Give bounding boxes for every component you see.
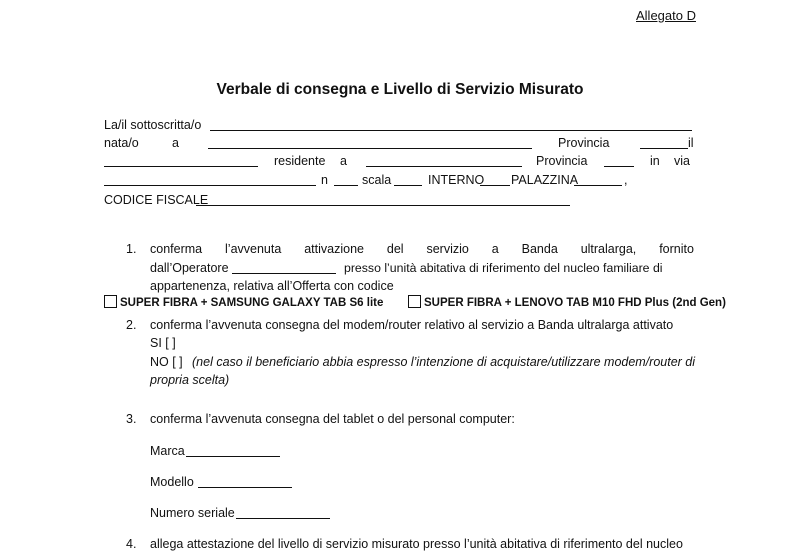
option-samsung-label: SUPER FIBRA + SAMSUNG GALAXY TAB S6 lite <box>120 297 384 309</box>
codice-fiscale-field[interactable] <box>196 205 570 206</box>
document-title: Verbale di consegna e Livello di Servizio Misurato <box>216 81 584 98</box>
residence-provincia-field[interactable] <box>604 166 634 167</box>
via-label: via <box>674 154 690 168</box>
residence-provincia-label: Provincia <box>536 154 588 168</box>
codice-fiscale-label: CODICE FISCALE <box>104 193 209 207</box>
seriale-label: Numero seriale <box>150 506 235 520</box>
birthplace-a-label: a <box>172 136 179 150</box>
item-1-line-2: presso l’unità abitativa di riferimento del nucleo familiare di <box>344 261 663 275</box>
operatore-field[interactable] <box>232 273 336 274</box>
palazzina-label: PALAZZINA <box>511 173 579 187</box>
item-2-text: conferma l’avvenuta consegna del modem/router relativo al servizio a Banda ultralarga attivato <box>150 318 674 332</box>
word: l’avvenuta <box>225 242 282 256</box>
no-option[interactable]: NO [ ] <box>150 355 183 369</box>
name-field[interactable] <box>210 130 692 131</box>
no-note-line-1: (nel caso il beneficiario abbia espresso l’intenzione di acquistare/utilizzare modem/router di <box>192 355 696 369</box>
street-field[interactable] <box>104 185 316 186</box>
birth-provincia-field[interactable] <box>640 148 688 149</box>
birthplace-field[interactable] <box>208 148 532 149</box>
birth-provincia-label: Provincia <box>558 136 610 150</box>
scala-label: scala <box>362 173 392 187</box>
item-3-number: 3. <box>126 412 137 426</box>
word: del <box>386 242 404 256</box>
si-option[interactable]: SI [ ] <box>150 336 176 350</box>
item-2-number: 2. <box>126 318 137 332</box>
item-1-line-3: appartenenza, relativa all’Offerta con codice <box>150 279 394 293</box>
nata-label: nata/o <box>104 136 139 150</box>
word: attivazione <box>304 242 364 256</box>
allegato-label: Allegato D <box>636 8 696 23</box>
marca-field[interactable] <box>186 456 280 457</box>
item-4-number: 4. <box>126 537 137 551</box>
word: a <box>491 242 499 256</box>
option-lenovo-checkbox[interactable] <box>408 295 421 308</box>
in-label: in <box>650 154 660 168</box>
item-1-line-1 <box>150 242 694 257</box>
marca-label: Marca <box>150 444 185 458</box>
no-note-line-2: propria scelta) <box>150 373 230 387</box>
n-label: n <box>321 173 328 187</box>
word: ultralarga, <box>580 242 637 256</box>
seriale-field[interactable] <box>236 518 330 519</box>
comma-text: , <box>624 173 628 187</box>
interno-label: INTERNO <box>428 173 485 187</box>
interno-field[interactable] <box>480 185 510 186</box>
item-3-text: conferma l’avvenuta consegna del tablet o del personal computer: <box>150 412 515 426</box>
modello-field[interactable] <box>198 487 292 488</box>
birthdate-field[interactable] <box>104 166 258 167</box>
residence-a-label: a <box>340 154 347 168</box>
word: servizio <box>426 242 469 256</box>
item-1-operatore-label: dall’Operatore <box>150 261 229 275</box>
scala-field[interactable] <box>394 185 422 186</box>
residente-label: residente <box>274 154 326 168</box>
option-lenovo-label: SUPER FIBRA + LENOVO TAB M10 FHD Plus (2nd Gen) <box>424 297 726 309</box>
residence-city-field[interactable] <box>366 166 522 167</box>
word: fornito <box>659 242 694 256</box>
word: conferma <box>150 242 203 256</box>
il-label: il <box>688 136 694 150</box>
modello-label: Modello <box>150 475 194 489</box>
item-4-text: allega attestazione del livello di servizio misurato presso l’unità abitativa di riferimento del nucleo <box>150 537 683 551</box>
option-samsung-checkbox[interactable] <box>104 295 117 308</box>
street-number-field[interactable] <box>334 185 358 186</box>
sottoscritta-label: La/il sottoscritta/o <box>104 118 202 132</box>
item-1-number: 1. <box>126 242 137 256</box>
palazzina-field[interactable] <box>574 185 622 186</box>
word: Banda <box>521 242 558 256</box>
